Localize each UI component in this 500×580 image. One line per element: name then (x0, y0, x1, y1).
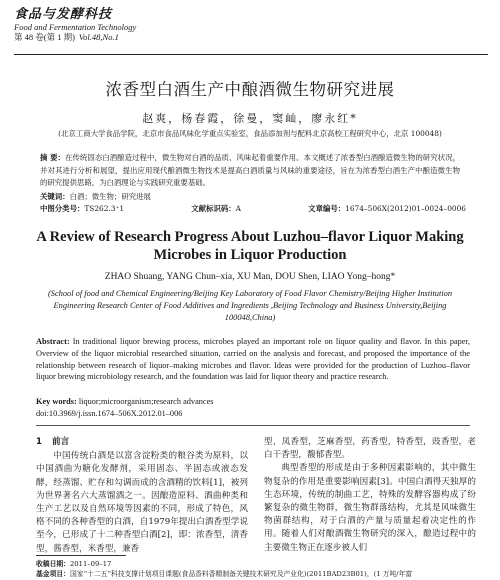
doc-code-label: 文献标识码： (191, 204, 236, 213)
classification-row (40, 203, 466, 214)
clc-label: 中图分类号： (40, 204, 85, 213)
journal-name-cn: 食品与发酵科技 (14, 7, 113, 22)
article-no-label: 文章编号： (308, 204, 346, 213)
section-number: 1 (36, 437, 42, 447)
keywords-en (36, 397, 470, 406)
keywords-cn-label: 关键词： (40, 192, 70, 201)
article-title-cn: 浓香型白酒生产中酿酒微生物研究进展 (105, 80, 395, 99)
keywords-en-text: liquor;microorganism;research advances (78, 397, 214, 406)
body-paragraph: 典型香型的形成是由于多种因素影响的，其中微生物复杂的作用是重要影响因素[3]。中国白酒得天独厚的生态环境，传统的制曲工艺，特殊的发酵容器构成了纷繁复杂的微生物群，微生物群落结构，尤其是风味微生物菌群结构，对于白酒的产量与质量起着决定性的作用。随着人们对酿酒微生物研究的深入，酿造过程中的主要微生物正在逐步被人们 (264, 463, 476, 553)
authors-en: ZHAO Shuang, YANG Chun–xia, XU Man, DOU Shen, LIAO Yong–hong* (104, 272, 396, 282)
keywords-cn (40, 191, 460, 202)
volume-en: Vol.48,No.1 (78, 32, 119, 42)
doi-value: 10.3969/j.issn.1674–506X.2012.01–006 (48, 409, 183, 418)
section-heading (36, 436, 248, 449)
received-value: 2011–09–17 (69, 560, 112, 568)
fund-value: 国家“十二五”科技支撑计划项目课题(食品香料香精制备关键技术研究及产业化)(2011BAD23B01)，(1 万吨/年富 (69, 570, 413, 578)
body-column-right (264, 436, 476, 555)
keywords-cn-text: 白酒；微生物；研究进展 (69, 192, 151, 201)
journal-volume (14, 32, 214, 43)
abstract-en-text: In traditional liquor brewing process, microbes played an important role on liquor quality and flavor. In this paper, Overview of the liquor microbial researched situation, carried on the analysis and forecast, and proposed the importance of the relationship between research of liquor–making microbes and flavor. Ideas were provided for the production of Luzhou–flavor liquor brewing microbiology research, and the foundation was laid for liquor theory and practice research. (36, 337, 470, 382)
abstract-cn-label: 摘 要： (40, 153, 65, 162)
volume-cn: 第 48 卷(第 1 期) (14, 32, 75, 42)
abstract-en-label: Abstract: (36, 337, 70, 346)
abstract-en (36, 336, 470, 383)
doi-label: doi: (36, 409, 49, 418)
abstract-cn-text: 在传统固态白酒酿造过程中，微生物对白酒的品质、风味起着重要作用。本文概述了浓香型白酒酿造微生物的研究状况，并对其进行分析和展望，提出应用现代酿酒微生物技术是提高白酒质量与风味的重要途径，旨在为浓香型白酒生产中酿造微生物的研究提供思路，为白酒理论与实践研究重要基础。 (40, 153, 460, 187)
fund-label: 基金项目： (36, 570, 70, 578)
body-column-left (36, 436, 248, 556)
body-paragraph: 型，凤香型，芝麻香型，药香型，特香型，豉香型，老白干香型，馥郁香型。 (264, 437, 476, 461)
journal-header (14, 8, 214, 43)
body-paragraph: 中国传统白酒是以富含淀粉类的粮谷类为原料，以中国酒曲为糖化发酵剂，采用固态、半固态或液态发酵，经蒸馏、贮存和勾调而成的含酒精的饮料[1]，被列为世界著名六大蒸馏酒之一。因酿造原料、酒曲种类和生产工艺以及自然环境等因素的不同，形成了特色，风格不同的各种香型的白酒，自1979年提出白酒香型学说至今，已形成了十二种香型白酒[2]，即：浓香型，清香型，酱香型，米香型，兼香 (36, 451, 248, 554)
abstract-cn (40, 152, 460, 190)
article-title-en: A Review of Research Progress About Luzhou–flavor Liquor Making Microbes in Liquor Production (36, 229, 464, 263)
received-label: 收稿日期： (36, 560, 70, 568)
footnote-rule (36, 555, 126, 556)
section-title: 前言 (51, 437, 70, 447)
article-number (308, 203, 466, 214)
doc-code-value: A (235, 204, 241, 213)
doi (36, 409, 470, 418)
affiliation-en: (School of food and Chemical Engineering/Beijing Key Laboratory of Food Flavor Chemistry/Beijing Higher Institution Engineering Research Center of Food Additives and Ingredients ,Beijing Technology and Business University,Beijing 100048,China) (47, 289, 453, 322)
clc-number (40, 203, 124, 214)
footnote-fund (36, 568, 470, 578)
article-no-value: 1674–506X(2012)01–0024–0006 (345, 204, 466, 213)
clc-value: TS262.3⁺1 (84, 204, 125, 213)
section-rule (36, 425, 470, 426)
affiliation-cn: (北京工商大学食品学院，北京市食品风味化学重点实验室，食品添加剂与配料北京高校工程研究中心，北京 100048) (58, 129, 442, 138)
footnote-received (36, 558, 470, 568)
keywords-en-label: Key words: (36, 397, 77, 406)
header-rule (14, 54, 488, 55)
journal-name-en: Food and Fermentation Technology (14, 22, 137, 32)
authors-cn: 赵爽，杨春霞，徐曼，窦屾，廖永红* (142, 112, 358, 125)
document-code (191, 203, 241, 214)
